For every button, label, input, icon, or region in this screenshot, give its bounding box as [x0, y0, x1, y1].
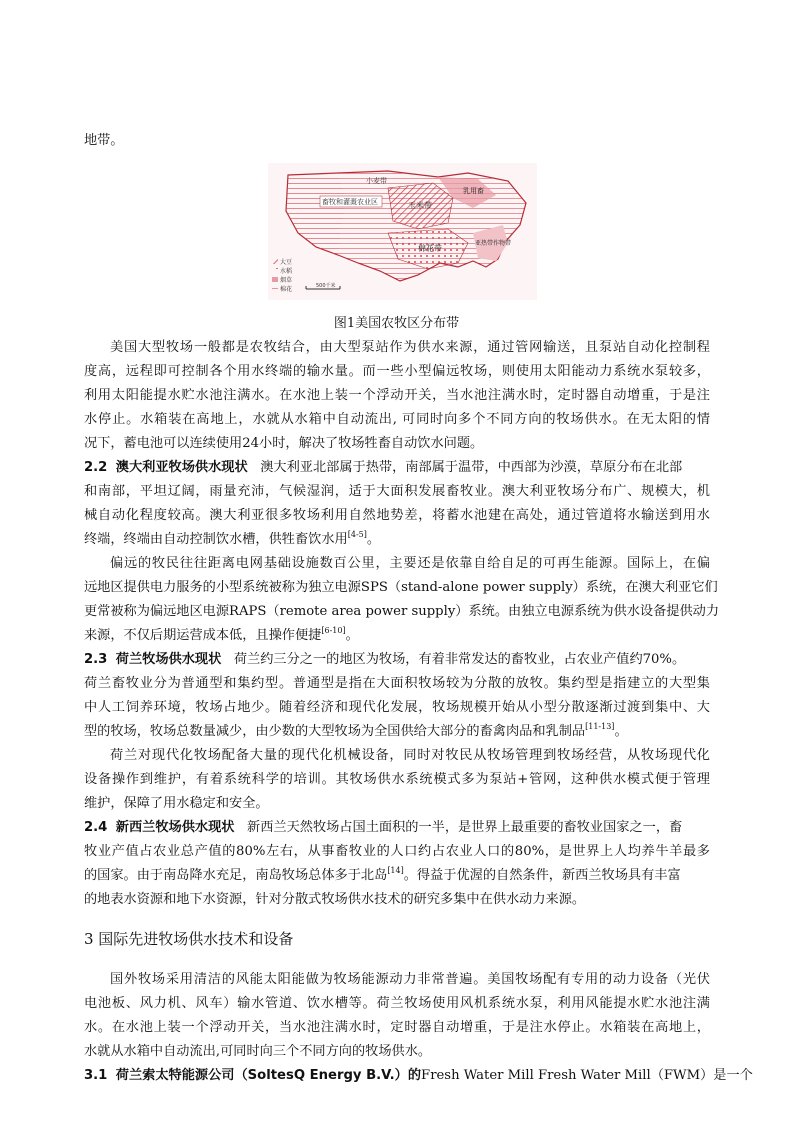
section-2-3-first-line — [84, 648, 710, 672]
section-text: Fresh Water Mill Fresh Water Mill（FWM）是一个 — [421, 1068, 753, 1083]
section-3-1-first-line — [84, 1064, 753, 1088]
map-label-dairy: 乳用畜 — [463, 187, 484, 195]
paragraph-line — [84, 528, 710, 552]
paragraph-line — [84, 864, 710, 888]
paragraph-line: 远地区提供电力服务的小型系统被称为独立电源SPS（stand-alone power supply）系统，在澳大利亚它们 — [84, 580, 718, 595]
citation: [4-5] — [347, 530, 367, 539]
paragraph-line — [84, 720, 710, 744]
section-title: 澳大利亚牧场供水现状 — [115, 460, 248, 475]
paragraph-line: 水。在水池上装一个浮动开关，当水池注满水时，定时器自动增重，于是注水停止。水箱装在高地上， — [84, 1020, 710, 1035]
paragraph-line — [84, 624, 710, 648]
text-span: 。 — [366, 532, 381, 547]
intro-text: 地带。 — [84, 133, 124, 148]
map-label-grazing: 畜牧和灌溉农业区 — [322, 198, 378, 206]
paragraph-line: 更常被称为偏远地区电源RAPS（remote area power supply）系统。由独立电源系统为供水设备提供动力 — [84, 604, 720, 619]
paragraph-line: 牧业产值占农业总产值的80%左右，从事畜牧业的人口约占农业人口的80%，是世界上人均养牛羊最多 — [84, 844, 710, 859]
section-title: 新西兰牧场供水现状 — [115, 820, 235, 835]
section-number: 2.3 — [84, 652, 108, 667]
paragraph-line: 荷兰对现代化牧场配备大量的现代化机械设备，同时对牧民从牧场管理到牧场经营，从牧场现代化 — [110, 748, 710, 763]
legend-item-cotton: 棉花 — [280, 286, 293, 293]
us-map-image — [268, 163, 537, 300]
map-label-cotton: 棉花带 — [418, 244, 442, 253]
section-text: 荷兰约三分之一的地区为牧场，有着非常发达的畜牧业，占农业产值约70%。 — [233, 652, 686, 667]
text-span: 。 — [345, 628, 359, 643]
paragraph-line: 水停止。水箱装在高地上，水就从水箱中自动流出, 可同时向多个不同方向的牧场供水。在无太阳的情 — [84, 412, 710, 427]
section-text: 澳大利亚北部属于热带，南部属于温带，中西部为沙漠，草原分布在北部 — [260, 460, 683, 475]
us-agriculture-map-figure — [268, 163, 537, 300]
paragraph-line: 和南部，平坦辽阔，雨量充沛，气候湿润，适于大面积发展畜牧业。澳大利亚牧场分布广、规模大，机 — [84, 484, 710, 499]
section-number: 3.1 — [84, 1068, 108, 1083]
legend-item-rice: 水稻 — [280, 268, 293, 275]
citation: [14] — [387, 866, 404, 875]
section-2-4-first-line — [84, 816, 710, 840]
paragraph-line: 械自动化程度较高。澳大利亚很多牧场利用自然地势差，将蓄水池建在高处，通过管道将水输送到用水 — [84, 508, 710, 523]
paragraph-line: 度高，远程即可控制各个用水终端的输水量。而一些小型偏远牧场，则使用太阳能动力系统水泵较多， — [84, 364, 710, 379]
citation: [11-13] — [585, 722, 615, 731]
paragraph-line: 电池板、风力机、风车）输水管道、饮水槽等。荷兰牧场使用风机系统水泵，利用风能提水贮水池注满 — [84, 996, 710, 1011]
legend-item-tobacco: 烟草 — [280, 277, 293, 284]
section-2-2-first-line — [84, 456, 710, 480]
map-label-subtropical: 亚热带作物带 — [475, 240, 512, 247]
paragraph-line: 美国大型牧场一般都是农牧结合，由大型泵站作为供水来源，通过管网输送，且泵站自动化控制程 — [110, 340, 710, 355]
text-span: 。得益于优渥的自然条件，新西兰牧场具有丰富 — [403, 868, 681, 883]
paragraph-line: 况下，蓄电池可以连续使用24小时，解决了牧场牲畜自动饮水问题。 — [84, 436, 484, 451]
paragraph-line: 中人工饲养环境，牧场占地少。随着经济和现代化发展，牧场规模开始从小型分散逐渐过渡到集中、大 — [84, 700, 710, 715]
text-span: 来源，不仅后期运营成本低，且操作便捷 — [84, 628, 322, 643]
paragraph-line: 国外牧场采用清洁的风能太阳能做为牧场能源动力非常普遍。美国牧场配有专用的动力设备（光伏 — [110, 972, 710, 987]
text-span: 。 — [614, 724, 628, 739]
section-number: 2.4 — [84, 820, 108, 835]
scale-label: 500千米 — [316, 283, 336, 289]
paragraph-line: 荷兰畜牧业分为普通型和集约型。普通型是指在大面积牧场较为分散的放牧。集约型是指建立的大型集 — [84, 676, 710, 691]
paragraph-line: 偏远的牧民往往距离电网基础设施数百公里，主要还是依靠自给自足的可再生能源。国际上，在偏 — [110, 556, 710, 571]
paragraph-line: 的地表水资源和地下水资源，针对分散式牧场供水技术的研究多集中在供水动力来源。 — [84, 892, 586, 907]
paragraph-line: 设备操作到维护，有着系统科学的培训。其牧场供水系统模式多为泵站+管网，这种供水模式便于管理 — [84, 772, 710, 787]
section-number: 2.2 — [84, 460, 108, 475]
text-span: 的国家。由于南岛降水充足，南岛牧场总体多于北岛 — [84, 868, 388, 883]
section-text: 新西兰天然牧场占国土面积的一半，是世界上最重要的畜牧业国家之一，畜 — [247, 820, 683, 835]
section-3-heading: 3 国际先进牧场供水技术和设备 — [84, 930, 294, 948]
figure-caption: 图1美国农牧区分布带 — [333, 316, 460, 331]
text-span: 型的牧场，牧场总数量减少，由少数的大型牧场为全国供给大部分的畜禽肉品和乳制品 — [84, 724, 586, 739]
legend-item-soybean: 大豆 — [280, 259, 293, 266]
citation: [6-10] — [321, 626, 346, 635]
section-title: 荷兰牧场供水现状 — [115, 652, 222, 667]
section-title: 荷兰索太特能源公司（SoltesQ Energy B.V.）的 — [115, 1068, 422, 1083]
text-span: 终端，终端由自动控制饮水槽，供牲畜饮水用 — [84, 532, 348, 547]
paragraph-line: 水就从水箱中自动流出,可同时向三个不同方向的牧场供水。 — [84, 1044, 432, 1059]
map-label-wheat: 小麦带 — [366, 177, 387, 185]
paragraph-line: 维护，保障了用水稳定和安全。 — [84, 796, 269, 811]
paragraph-line: 利用太阳能提水贮水池注满水。在水池上装一个浮动开关，当水池注满水时，定时器自动增重，于是注 — [84, 388, 710, 403]
map-label-corn: 玉米带 — [408, 201, 432, 210]
